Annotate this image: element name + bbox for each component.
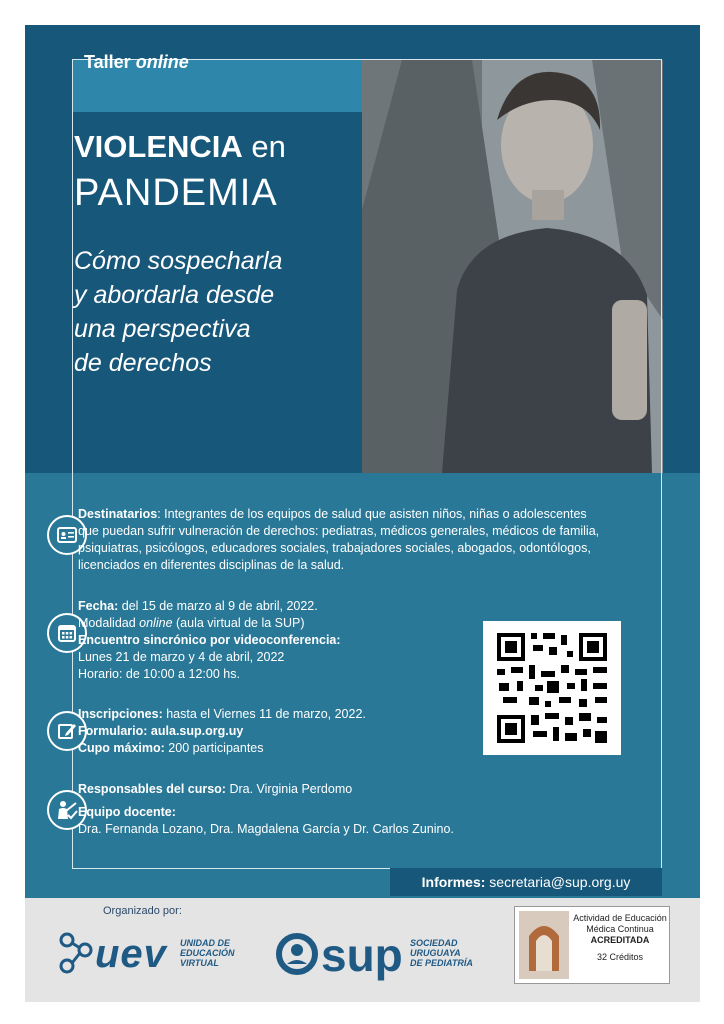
- subtitle-line: una perspectiva: [74, 315, 251, 343]
- accred-credits: 32 Créditos: [596, 952, 644, 962]
- subtitle: [74, 244, 344, 380]
- sup-subtitle: [410, 938, 473, 968]
- informes-label: Informes:: [421, 874, 486, 890]
- title-line-2: PANDEMIA: [74, 172, 278, 214]
- sup-sub-line: URUGUAYA: [410, 948, 461, 958]
- horario: Horario: de 10:00 a 12:00 hs.: [78, 667, 240, 681]
- destinatarios-text: : Integrantes de los equipos de salud que asisten niños, niñas o adolescentes que puedan sufrir vulneración de derechos: pediatras, médicos generales, médicos de familia, psiquiatras, psicólogos, educadores sociales, trabajadores sociales, abogados, odontólogos, licenciados en diferentes disciplinas de la salud.: [78, 507, 600, 572]
- title-rest: en: [242, 129, 286, 164]
- qr-code-graphic: [483, 621, 621, 755]
- sup-logo-icon: [275, 932, 319, 981]
- cupo-label: Cupo máximo:: [78, 741, 165, 755]
- title-bold: VIOLENCIA: [74, 129, 243, 164]
- subtitle-line: y abordarla desde: [74, 281, 275, 309]
- subtitle-line: de derechos: [74, 349, 212, 377]
- subtitle-line: Cómo sospecharla: [74, 247, 283, 275]
- informes-bar: [390, 868, 662, 896]
- boy-photo: [362, 60, 663, 473]
- responsables-section: [78, 781, 558, 838]
- fecha-label: Fecha:: [78, 599, 119, 613]
- sup-wordmark: sup: [321, 929, 403, 981]
- accreditation-seal-icon: [519, 911, 569, 979]
- formulario-label: Formulario:: [78, 724, 148, 738]
- accreditation-text: [573, 913, 667, 963]
- inscripciones-section: [78, 706, 418, 757]
- organizado-label: Organizado por:: [103, 905, 182, 917]
- destinatarios-label: Destinatarios: [78, 507, 158, 521]
- fecha-value: del 15 de marzo al 9 de abril, 2022.: [118, 599, 318, 613]
- informes-email[interactable]: secretaria@sup.org.uy: [485, 874, 631, 890]
- sup-sub-line: DE PEDIATRÍA: [410, 958, 473, 968]
- qr-code-icon[interactable]: [483, 621, 621, 755]
- footer: [25, 898, 700, 1002]
- workshop-label: [84, 52, 189, 73]
- uev-sub-line: UNIDAD DE: [180, 938, 231, 948]
- uev-sub-line: VIRTUAL: [180, 958, 219, 968]
- modalidad-post: (aula virtual de la SUP): [172, 616, 305, 630]
- accred-line: Actividad de Educación: [573, 913, 667, 923]
- accreditation-box: [514, 906, 670, 984]
- accred-status: ACREDITADA: [590, 935, 650, 945]
- encuentro-dias: Lunes 21 de marzo y 4 de abril, 2022: [78, 650, 285, 664]
- cupo-value: 200 participantes: [164, 741, 264, 755]
- uev-wordmark: uev: [95, 932, 167, 976]
- uev-subtitle: [180, 938, 235, 968]
- modalidad-online: online: [139, 616, 173, 630]
- accred-line: Médica Continua: [586, 924, 654, 934]
- fecha-section: [78, 598, 418, 683]
- modalidad-pre: Modalidad: [78, 616, 140, 630]
- uev-logo-icon: [55, 928, 95, 983]
- responsables-value: Dra. Virginia Perdomo: [225, 782, 353, 796]
- uev-sub-line: EDUCACIÓN: [180, 948, 235, 958]
- equipo-value: Dra. Fernanda Lozano, Dra. Magdalena García y Dr. Carlos Zunino.: [78, 822, 454, 836]
- inscripciones-value: hasta el Viernes 11 de marzo, 2022.: [162, 707, 366, 721]
- taller-text: Taller: [84, 52, 131, 72]
- online-text: online: [135, 52, 189, 72]
- boy-photo-illustration: [362, 60, 663, 473]
- responsables-label: Responsables del curso:: [78, 782, 226, 796]
- formulario-link[interactable]: aula.sup.org.uy: [147, 724, 244, 738]
- encuentro-label: Encuentro sincrónico por videoconferencia:: [78, 633, 341, 647]
- equipo-label: Equipo docente:: [78, 805, 176, 819]
- sup-sub-line: SOCIEDAD: [410, 938, 458, 948]
- destinatarios-section: [78, 506, 608, 574]
- title-line-1: [74, 130, 286, 164]
- inscripciones-label: Inscripciones:: [78, 707, 163, 721]
